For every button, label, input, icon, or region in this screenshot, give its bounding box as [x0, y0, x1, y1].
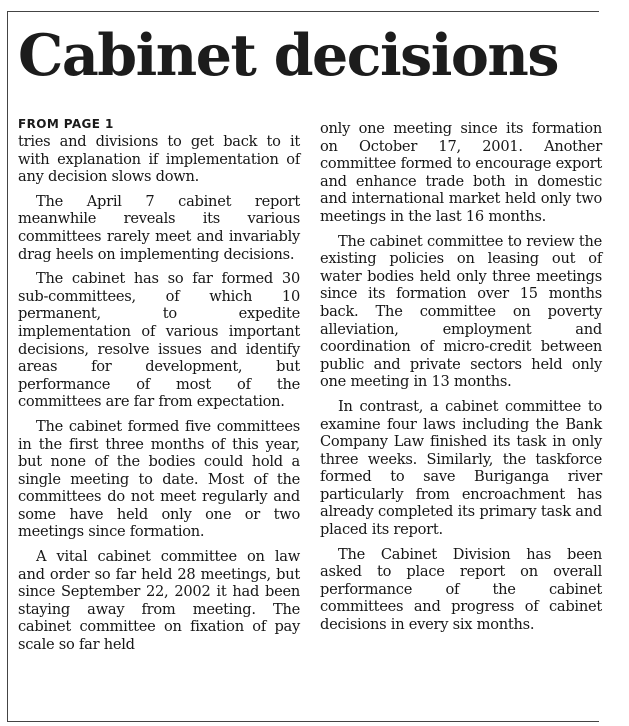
article-column-left: [18, 116, 300, 661]
paragraph: only one meeting since its formation on October 17, 2001. Another committee formed to encourage export and enhance trade both in domestic and international market held only two meetings in the last 16 months.: [320, 120, 602, 225]
article-column-right: [320, 120, 602, 641]
paragraph: The April 7 cabinet report meanwhile reveals its various committees rarely meet and invariably drag heels on implementing decisions.: [18, 192, 300, 263]
paragraph: In contrast, a cabinet committee to examine four laws including the Bank Company Law finished its task in only three weeks. Similarly, the taskforce formed to save Buriganga river particularly from encroachment has already completed its primary task and placed its report.: [320, 397, 602, 539]
paragraph: The cabinet formed five committees in the first three months of this year, but none of the bodies could hold a single meeting to date. Most of the committees do not meet regularly and some have held only one or two meetings since formation.: [18, 417, 300, 541]
paragraph: The cabinet has so far formed 30 sub-committees, of which 10 permanent, to expedite implementation of various important decisions, resolve issues and identify areas for development, but performance of most of the committees are far from expectation.: [18, 270, 300, 411]
continuation-kicker: FROM PAGE 1: [18, 117, 114, 131]
top-rule: [7, 11, 599, 12]
paragraph: The cabinet committee to review the existing policies on leasing out of water bodies held only three meetings since its formation over 15 months back. The committee on poverty alleviation, employment and coordination of micro-credit between public and private sectors held only one meeting in 13 months.: [320, 232, 602, 391]
paragraph: The Cabinet Division has been asked to place report on overall performance of the cabinet committees and progress of cabinet decisions in every six months.: [320, 545, 602, 634]
paragraph: A vital cabinet committee on law and order so far held 28 meetings, but since September 22, 2002 it had been staying away from meeting. The cabinet committee on fixation of pay scale so far held: [18, 548, 300, 654]
bottom-rule: [7, 721, 599, 722]
headline: Cabinet decisions: [18, 22, 558, 89]
column-border-left: [7, 11, 8, 722]
paragraph: tries and divisions to get back to it with explanation if implementation of any decision slows down.: [18, 133, 300, 186]
